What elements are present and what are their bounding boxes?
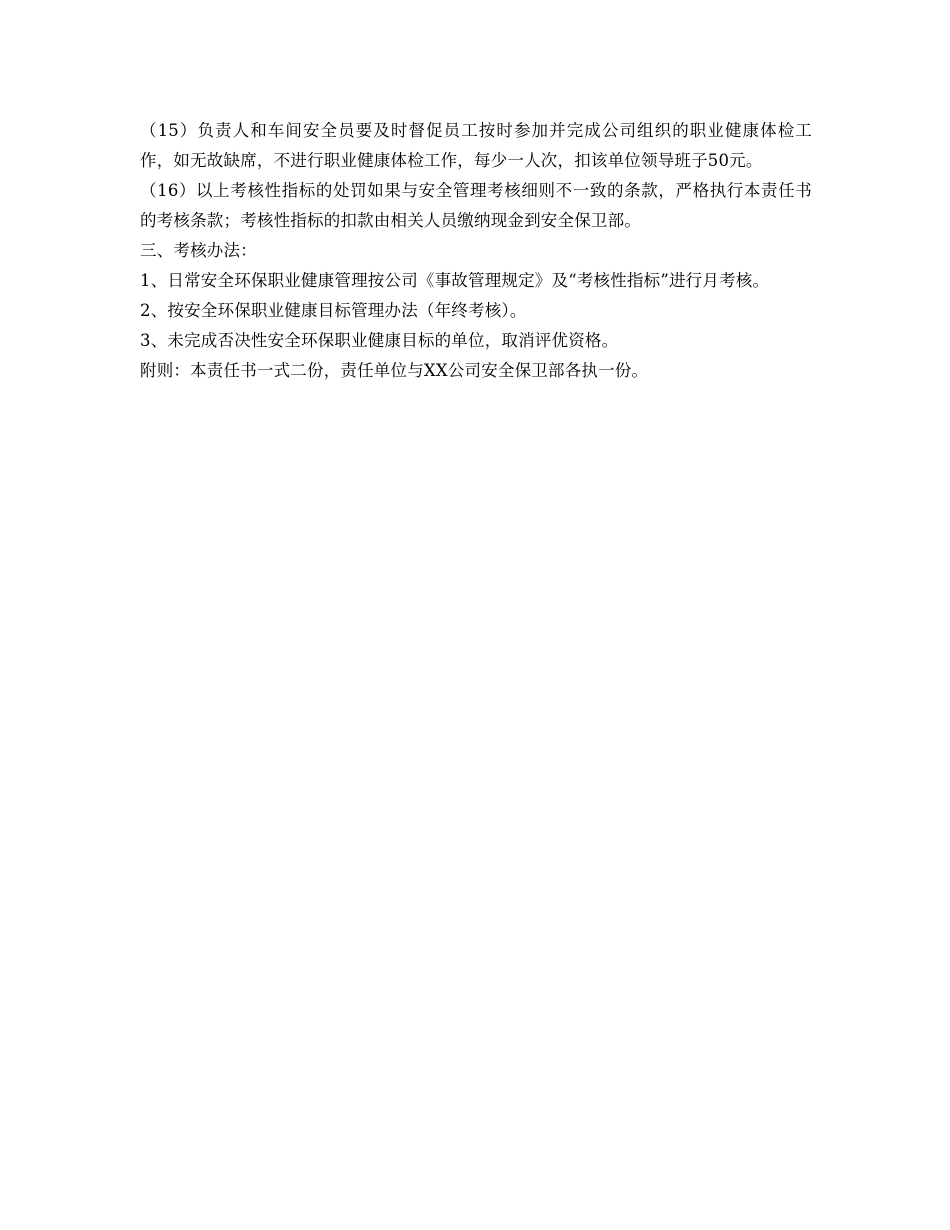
appendix-note: 附则：本责任书一式二份，责任单位与XX公司安全保卫部各执一份。 (140, 361, 649, 380)
paragraph-item-16: （16）以上考核性指标的处罚如果与安全管理考核细则不一致的条款，严格执行本责任书的考核条款；考核性指标的扣款由相关人员缴纳现金到安全保卫部。 (140, 181, 812, 230)
assessment-method-3: 3、未完成否决性安全环保职业健康目标的单位，取消评优资格。 (140, 331, 619, 350)
paragraph-item-15: （15）负责人和车间安全员要及时督促员工按时参加并完成公司组织的职业健康体检工作，如无故缺席，不进行职业健康体检工作，每少一人次，扣该单位领导班子50元。 (140, 121, 812, 170)
document-body (140, 116, 812, 386)
assessment-method-1: 1、日常安全环保职业健康管理按公司《事故管理规定》及“考核性指标”进行月考核。 (140, 271, 770, 290)
section-heading-assessment-method: 三、考核办法： (140, 241, 257, 260)
assessment-method-2: 2、按安全环保职业健康目标管理办法（年终考核）。 (140, 301, 527, 320)
